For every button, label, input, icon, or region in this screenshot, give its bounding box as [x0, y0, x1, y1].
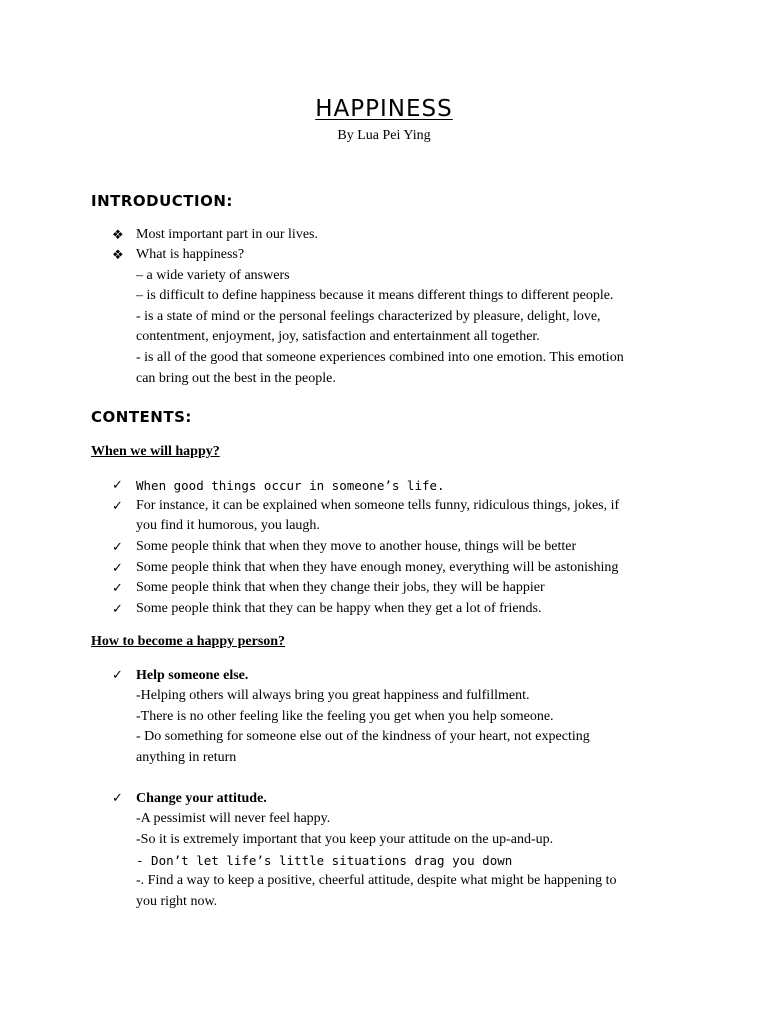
when-line: Some people think that when they have enough money, everything will be astonishing: [136, 560, 619, 575]
help-line: anything in return: [136, 750, 237, 765]
attitude-line: -A pessimist will never feel happy.: [136, 811, 331, 826]
when-line: Some people think that when they move to another house, things will be better: [136, 539, 577, 554]
contents-heading: CONTENTS:: [91, 408, 192, 426]
attitude-line: you right now.: [136, 894, 218, 909]
intro-line: – is difficult to define happiness because it means different things to different people.: [136, 288, 614, 303]
when-line: you find it humorous, you laugh.: [136, 518, 320, 533]
checkmark-icon: ✓: [112, 539, 123, 554]
diamond-bullet-icon: ❖: [112, 247, 124, 262]
when-subheading: When we will happy?: [91, 444, 220, 459]
attitude-title: Change your attitude.: [136, 791, 267, 806]
when-line: For instance, it can be explained when someone tells funny, ridiculous things, jokes, if: [136, 498, 620, 513]
attitude-line: -. Find a way to keep a positive, cheerful attitude, despite what might be happening to: [136, 873, 617, 888]
intro-line: What is happiness?: [136, 247, 245, 262]
when-line: When good things occur in someone’s life.: [136, 478, 445, 493]
checkmark-icon: ✓: [112, 667, 123, 682]
intro-line: contentment, enjoyment, joy, satisfaction and entertainment all together.: [136, 329, 540, 344]
intro-line: - is all of the good that someone experiences combined into one emotion. This emotion: [136, 350, 624, 365]
intro-line: – a wide variety of answers: [136, 268, 290, 283]
intro-line: - is a state of mind or the personal feelings characterized by pleasure, delight, love,: [136, 309, 601, 324]
introduction-heading: INTRODUCTION:: [91, 192, 233, 210]
attitude-line: - Don’t let life’s little situations drag you down: [136, 853, 513, 868]
help-line: - Do something for someone else out of the kindness of your heart, not expecting: [136, 729, 590, 744]
checkmark-icon: ✓: [112, 477, 123, 492]
when-line: Some people think that when they change their jobs, they will be happier: [136, 580, 545, 595]
diamond-bullet-icon: ❖: [112, 227, 124, 242]
when-line: Some people think that they can be happy when they get a lot of friends.: [136, 601, 542, 616]
checkmark-icon: ✓: [112, 560, 123, 575]
checkmark-icon: ✓: [112, 790, 123, 805]
checkmark-icon: ✓: [112, 601, 123, 616]
document-title: HAPPINESS: [315, 96, 453, 122]
attitude-line: -So it is extremely important that you keep your attitude on the up-and-up.: [136, 832, 554, 847]
byline: By Lua Pei Ying: [337, 128, 431, 143]
intro-line: can bring out the best in the people.: [136, 371, 336, 386]
checkmark-icon: ✓: [112, 498, 123, 513]
help-title: Help someone else.: [136, 668, 249, 683]
help-line: -There is no other feeling like the feeling you get when you help someone.: [136, 709, 554, 724]
help-line: -Helping others will always bring you great happiness and fulfillment.: [136, 688, 530, 703]
intro-line: Most important part in our lives.: [136, 227, 318, 242]
how-subheading: How to become a happy person?: [91, 634, 286, 649]
checkmark-icon: ✓: [112, 580, 123, 595]
